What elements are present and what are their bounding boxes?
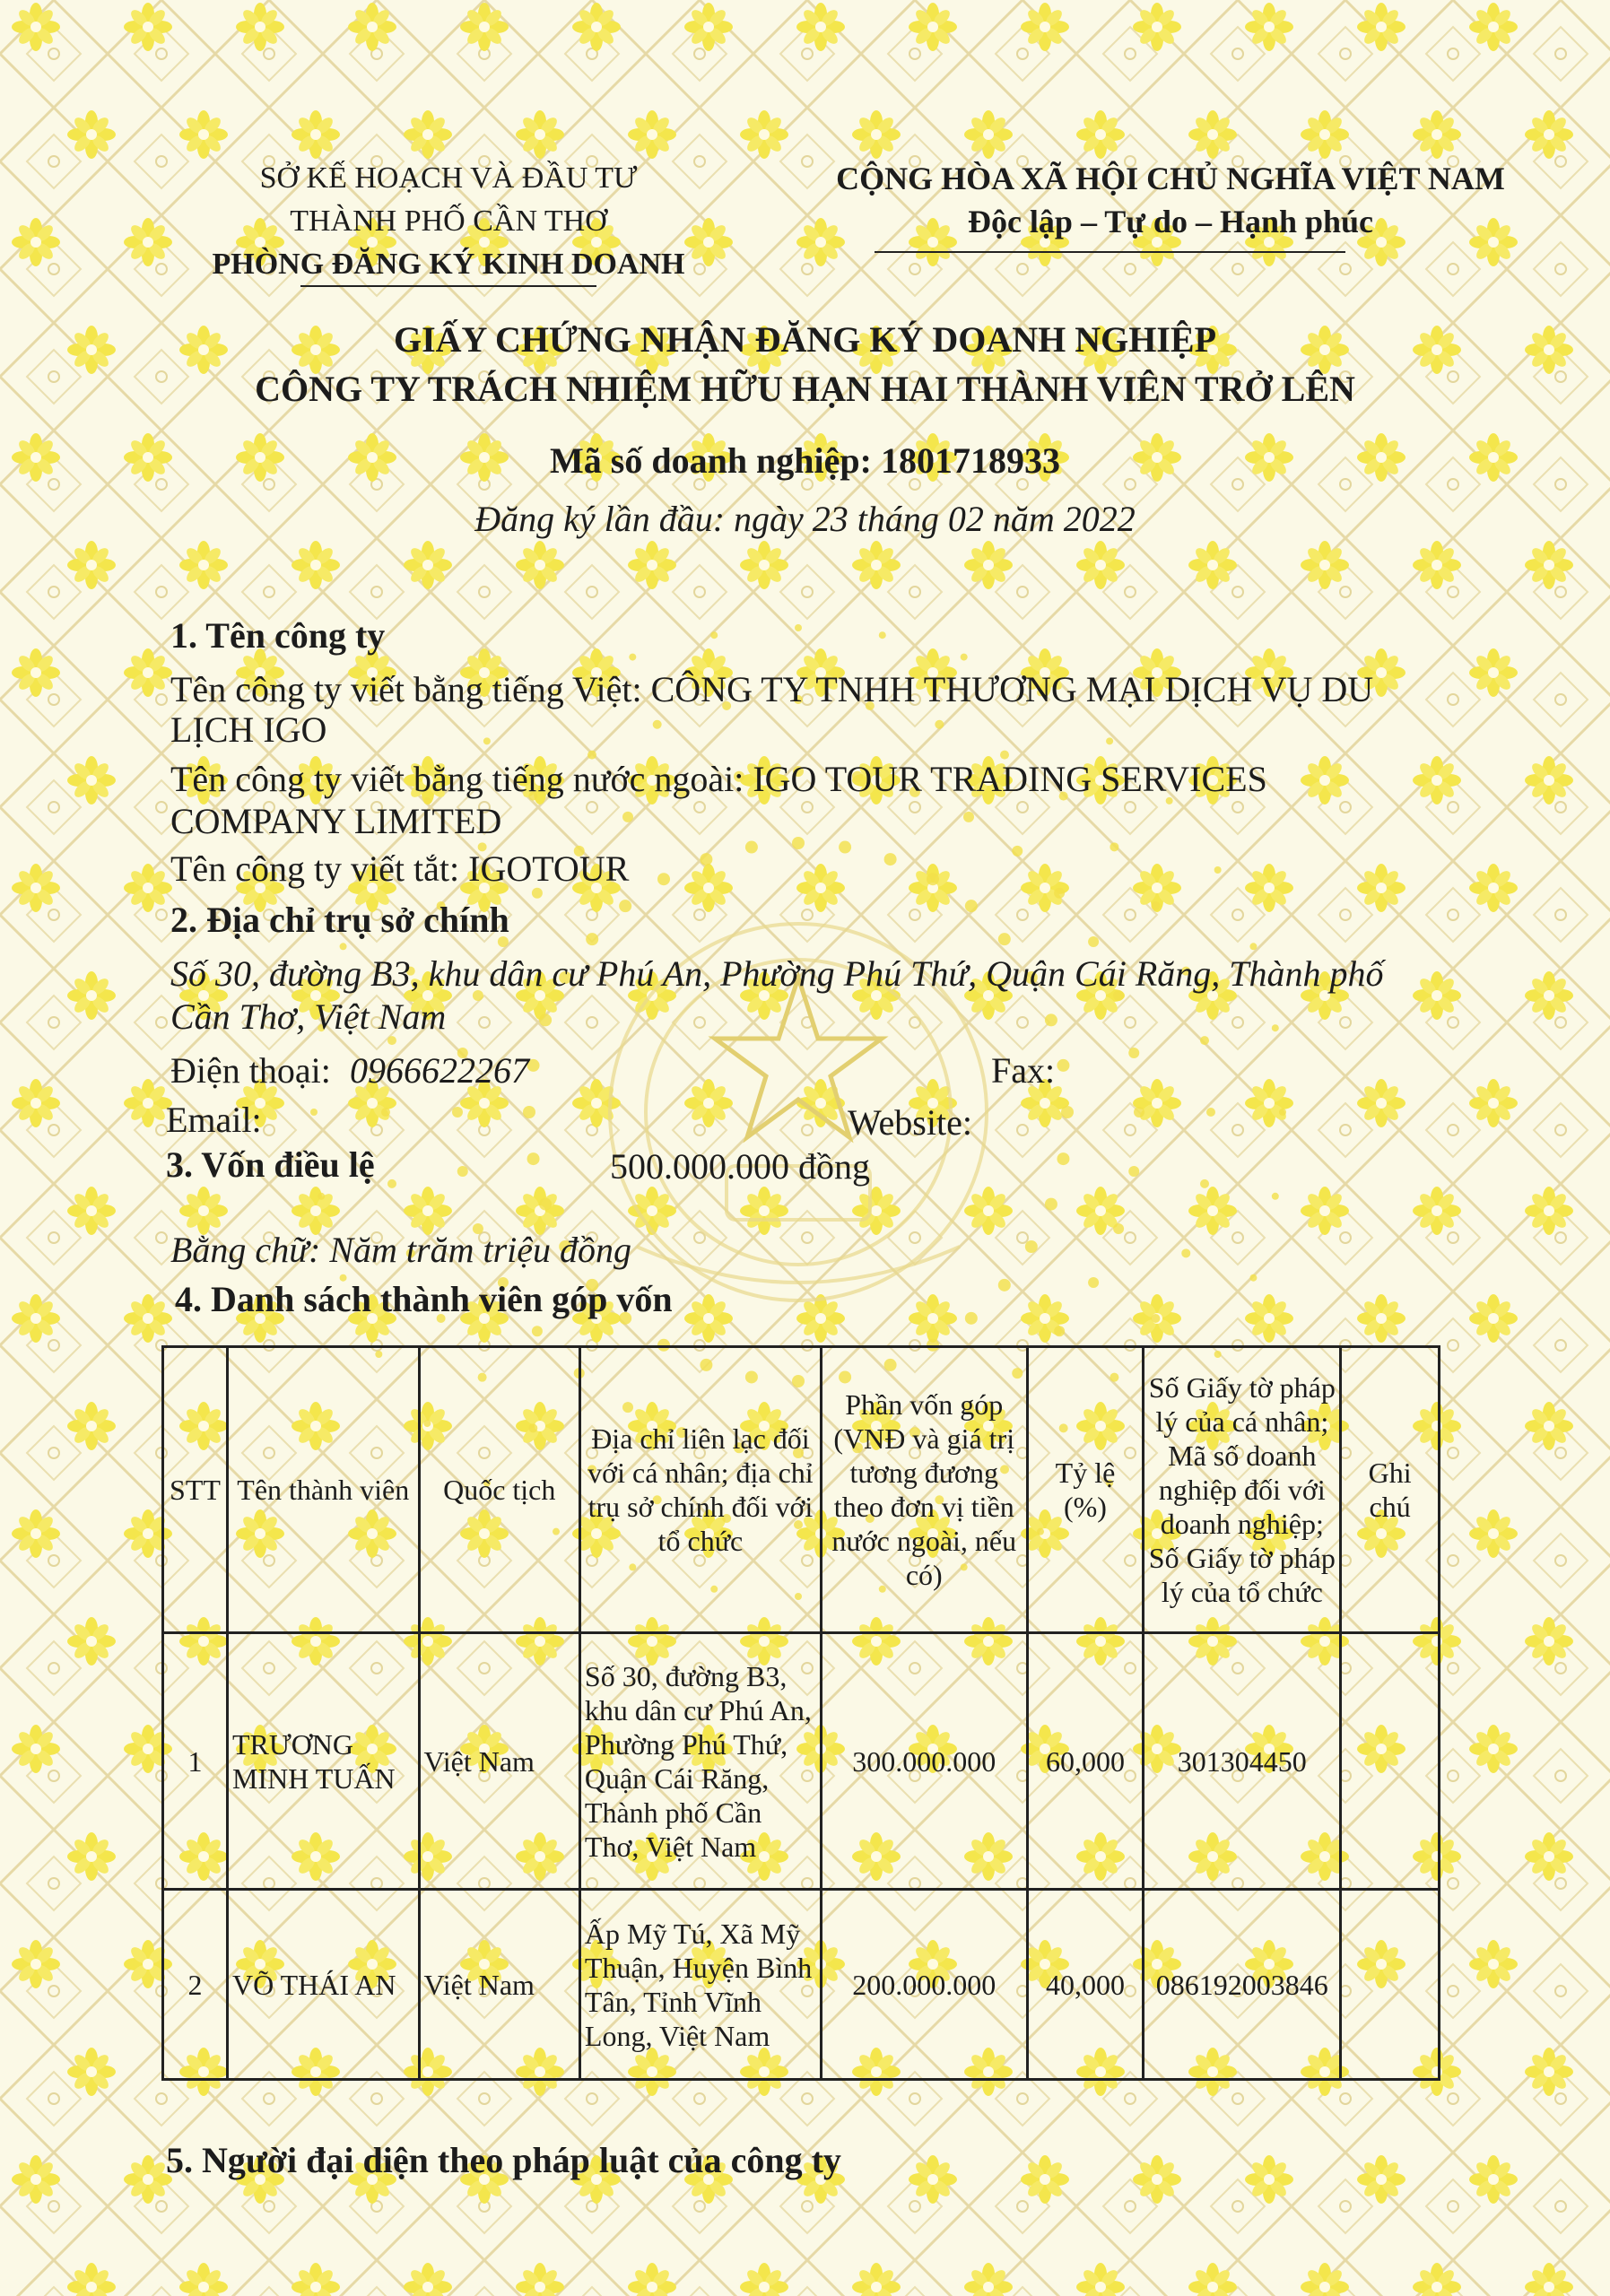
short-name: Tên công ty viết tắt: IGOTOUR (170, 848, 630, 889)
column-header: Địa chỉ liên lạc đối với cá nhân; địa chỉ trụ sở chính đối với tổ chức (579, 1347, 821, 1633)
section-5-heading: 5. Người đại diện theo pháp luật của công ty (166, 2140, 841, 2180)
foreign-name-line-1: Tên công ty viết bằng tiếng nước ngoài: IGO TOUR TRADING SERVICES (170, 759, 1267, 799)
table-row (163, 1890, 1440, 2080)
motto: Độc lập – Tự do – Hạnh phúc (967, 204, 1374, 239)
member-legal-id: 301304450 (1144, 1633, 1341, 1890)
member-ratio: 40,000 (1027, 1890, 1144, 2080)
table-row (163, 1633, 1440, 1890)
member-nationality: Việt Nam (419, 1890, 579, 2080)
agency-line-3: PHÒNG ĐĂNG KÝ KINH DOANH (212, 248, 685, 281)
table-header-row (163, 1347, 1440, 1633)
column-header: Tỷ lệ (%) (1027, 1347, 1144, 1633)
section-1-heading: 1. Tên công ty (170, 615, 386, 656)
column-header: STT (163, 1347, 228, 1633)
column-header: Số Giấy tờ pháp lý của cá nhân; Mã số doanh nghiệp đối với doanh nghiệp; Số Giấy tờ pháp lý của tổ chức (1144, 1347, 1341, 1633)
charter-capital-in-words: Bằng chữ: Năm trăm triệu đồng (170, 1230, 632, 1270)
email-label: Email: (166, 1100, 262, 1140)
member-stt: 1 (163, 1633, 228, 1890)
member-note (1341, 1890, 1440, 2080)
country-name: CỘNG HÒA XÃ HỘI CHỦ NGHĨA VIỆT NAM (836, 161, 1505, 196)
capital-contributors-table (161, 1345, 1440, 2081)
fax-label: Fax: (991, 1050, 1056, 1091)
member-note (1341, 1633, 1440, 1890)
vn-name-line-1: Tên công ty viết bằng tiếng Việt: CÔNG TY TNHH THƯƠNG MẠI DỊCH VỤ DU (170, 669, 1374, 709)
vn-name-line-2: LỊCH IGO (170, 709, 327, 750)
charter-capital-amount: 500.000.000 đồng (610, 1146, 870, 1187)
member-capital: 200.000.000 (821, 1890, 1027, 2080)
company-type-title: CÔNG TY TRÁCH NHIỆM HỮU HẠN HAI THÀNH VIÊN TRỞ LÊN (255, 369, 1355, 409)
member-nationality: Việt Nam (419, 1633, 579, 1890)
member-stt: 2 (163, 1890, 228, 2080)
address-line-2: Cần Thơ, Việt Nam (170, 996, 447, 1037)
section-4-heading: 4. Danh sách thành viên góp vốn (175, 1279, 673, 1319)
column-header: Tên thành viên (227, 1347, 419, 1633)
agency-underline (300, 285, 596, 287)
column-header: Phần vốn góp (VNĐ và giá trị tương đương theo đơn vị tiền nước ngoài, nếu có) (821, 1347, 1027, 1633)
column-header: Ghi chú (1341, 1347, 1440, 1633)
member-capital: 300.000.000 (821, 1633, 1027, 1890)
phone-label: Điện thoại: (170, 1050, 331, 1091)
column-header: Quốc tịch (419, 1347, 579, 1633)
member-address: Ấp Mỹ Tú, Xã Mỹ Thuận, Huyện Bình Tân, Tỉnh Vĩnh Long, Việt Nam (579, 1890, 821, 2080)
member-name: TRƯƠNG MINH TUẤN (227, 1633, 419, 1890)
member-legal-id: 086192003846 (1144, 1890, 1341, 2080)
agency-line-1: SỞ KẾ HOẠCH VÀ ĐẦU TƯ (259, 161, 638, 195)
address-line-1: Số 30, đường B3, khu dân cư Phú An, Phường Phú Thứ, Quận Cái Răng, Thành phố (170, 953, 1384, 994)
first-registration-date: Đăng ký lần đầu: ngày 23 tháng 02 năm 2022 (474, 499, 1136, 539)
section-3-heading: 3. Vốn điều lệ (166, 1144, 375, 1185)
member-name: VÕ THÁI AN (227, 1890, 419, 2080)
motto-underline (875, 251, 1345, 253)
foreign-name-line-2: COMPANY LIMITED (170, 801, 502, 841)
section-2-heading: 2. Địa chỉ trụ sở chính (170, 900, 509, 940)
phone-value: 0966622267 (350, 1050, 529, 1091)
enterprise-code: Mã số doanh nghiệp: 1801718933 (550, 440, 1060, 481)
member-ratio: 60,000 (1027, 1633, 1144, 1890)
agency-line-2: THÀNH PHỐ CẦN THƠ (290, 204, 607, 238)
certificate-title: GIẤY CHỨNG NHẬN ĐĂNG KÝ DOANH NGHIỆP (393, 319, 1217, 360)
website-label: Website: (848, 1102, 972, 1143)
issuing-agency (170, 157, 727, 286)
member-address: Số 30, đường B3, khu dân cư Phú An, Phường Phú Thứ, Quận Cái Răng, Thành phố Cần Thơ, Việt Nam (579, 1633, 821, 1890)
national-motto (771, 157, 1570, 243)
